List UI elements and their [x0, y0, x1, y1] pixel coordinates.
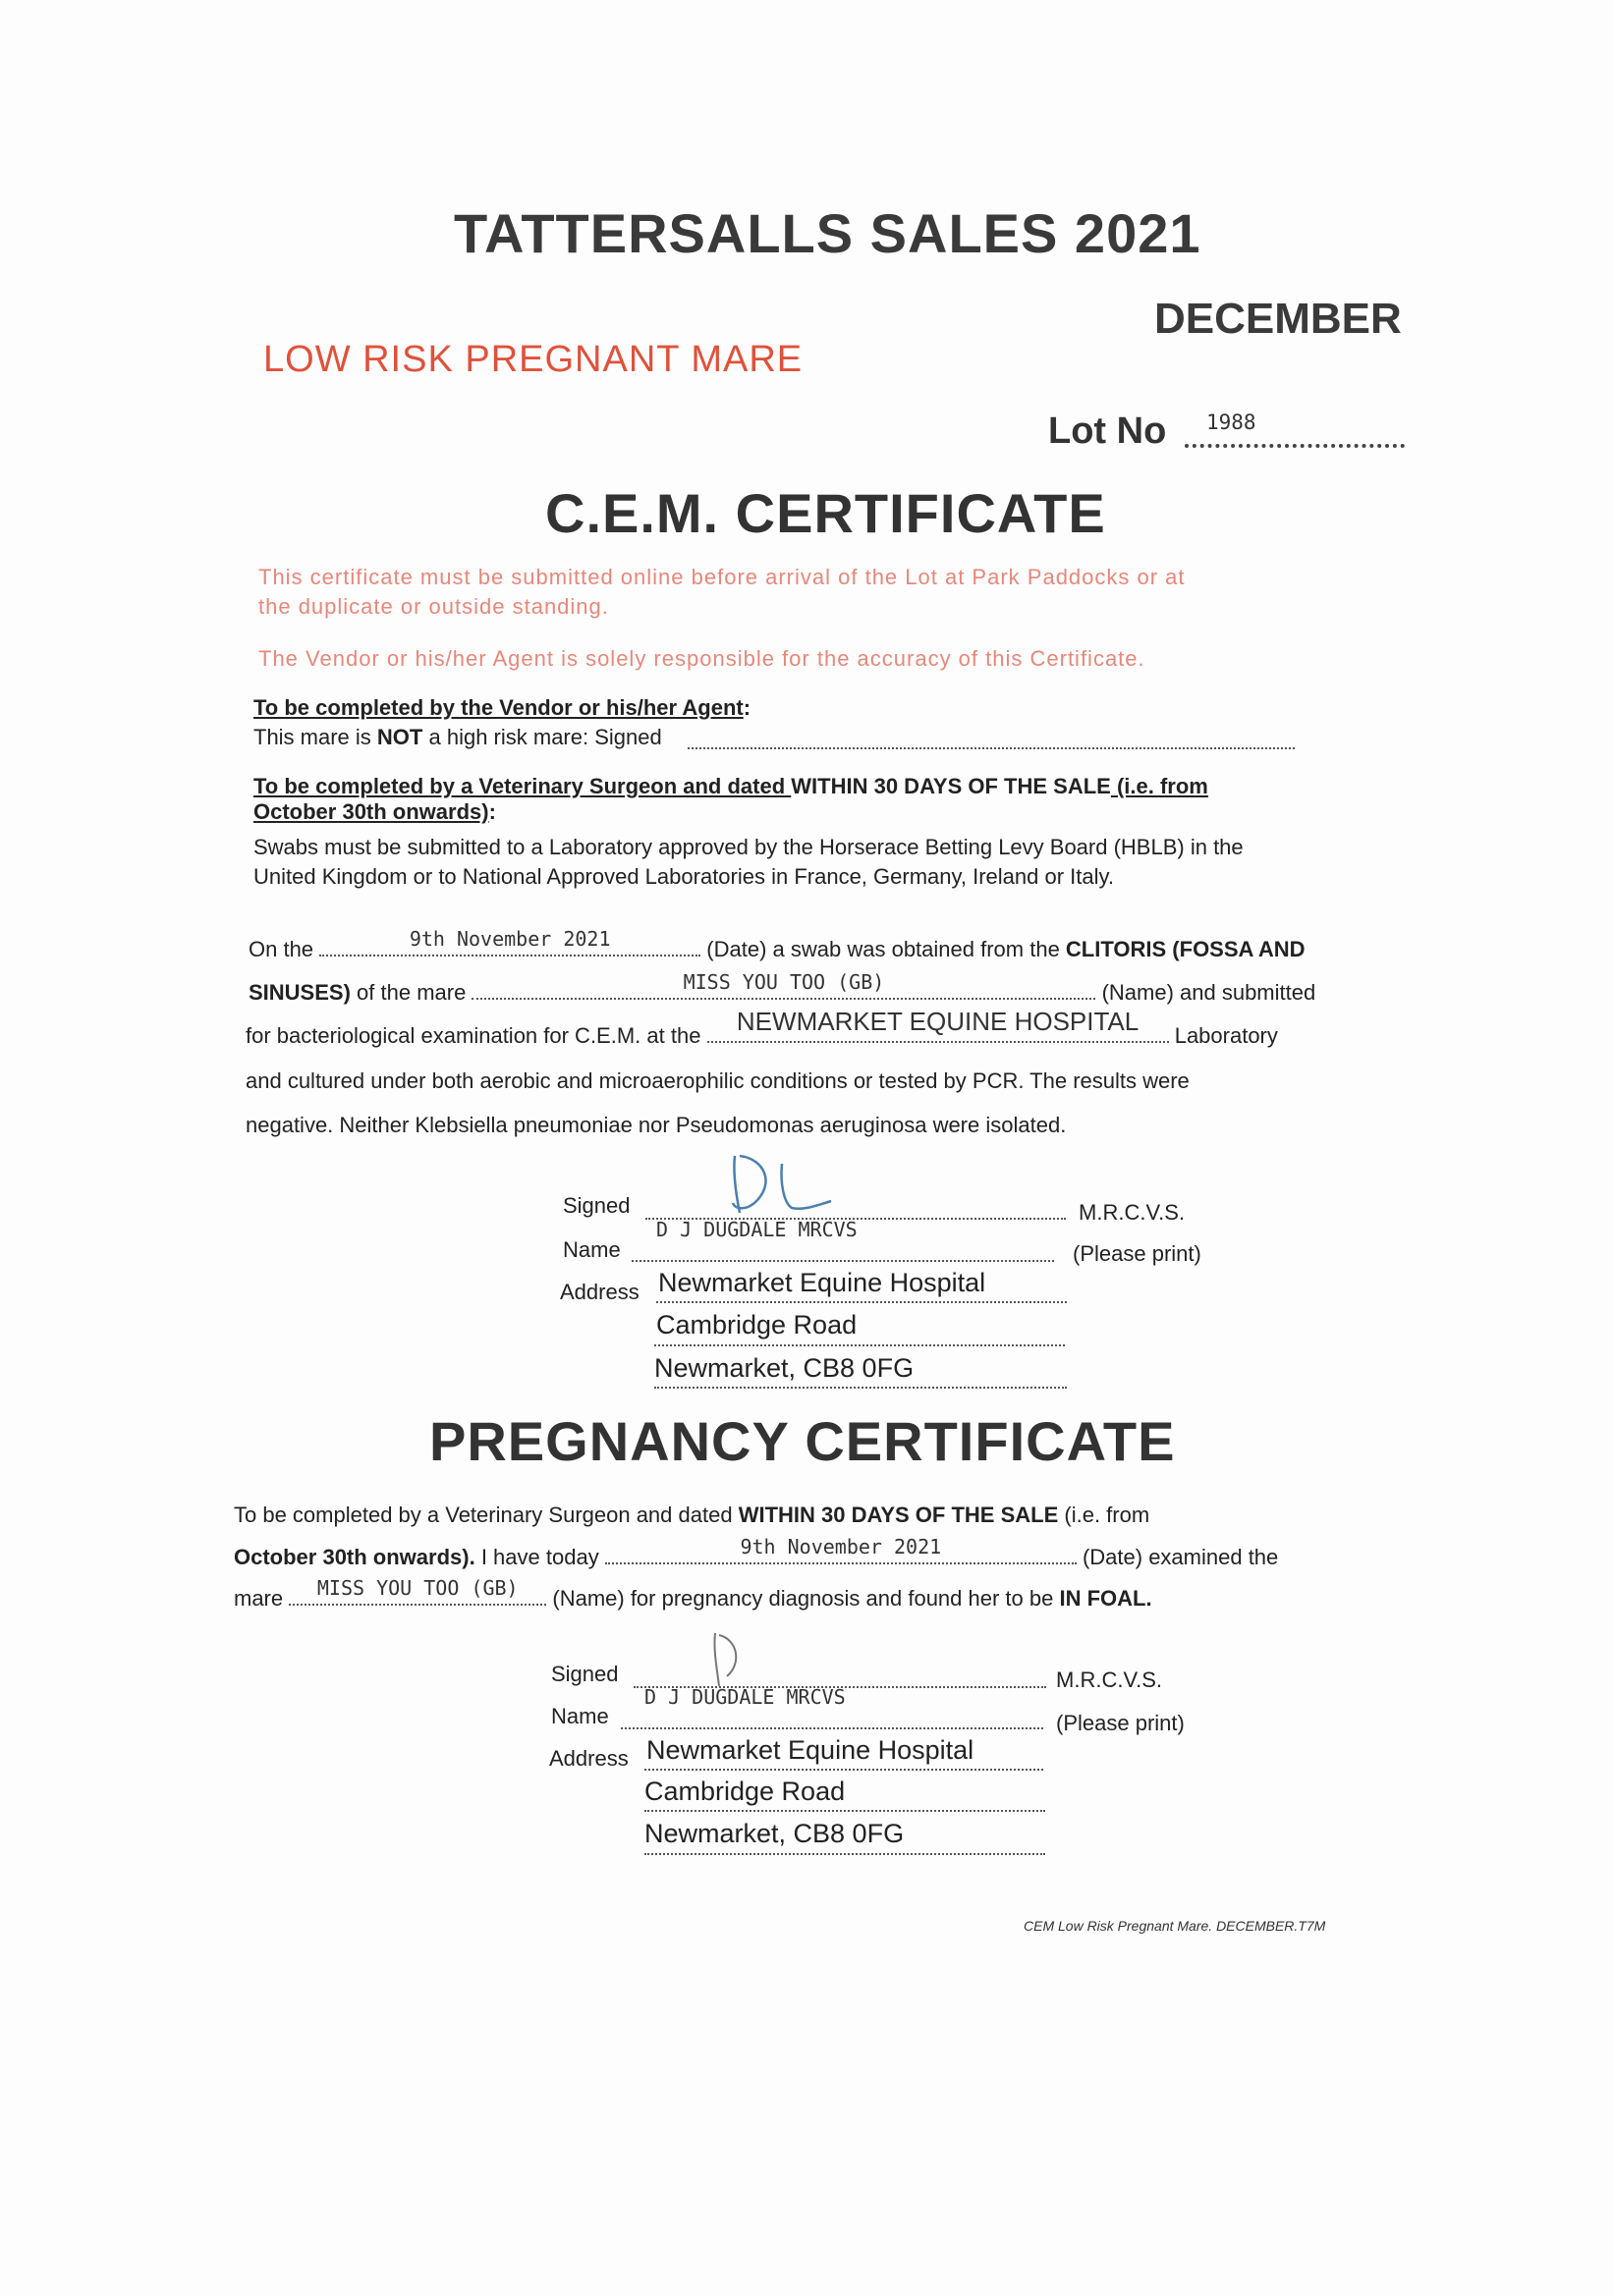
- cem-certificate-title: C.E.M. CERTIFICATE: [545, 482, 1106, 544]
- pregnancy-line3: mare MISS YOU TOO (GB) (Name) for pregnancy diagnosis and found her to be IN FOAL.: [234, 1576, 1152, 1611]
- pregnancy-line2: October 30th onwards). I have today 9th November 2021 (Date) examined the: [234, 1535, 1279, 1569]
- cem-address-line3: Newmarket, CB8 0FG: [654, 1353, 915, 1383]
- cem-address-field2[interactable]: [654, 1344, 1065, 1346]
- vet-heading: To be completed by a Veterinary Surgeon and dated WITHIN 30 DAYS OF THE SALE (i.e. from: [253, 774, 1208, 798]
- cultured-text: and cultured under both aerobic and microaerophilic conditions or tested by PCR. The results were: [246, 1068, 1190, 1093]
- preg-mrcvs-label: M.R.C.V.S.: [1056, 1667, 1162, 1692]
- pregnancy-date-field[interactable]: 9th November 2021: [605, 1545, 1077, 1564]
- cem-mrcvs-label: M.R.C.V.S.: [1079, 1200, 1185, 1225]
- preg-signed-label: Signed: [551, 1662, 619, 1686]
- swabs-text-line1: Swabs must be submitted to a Laboratory approved by the Horserace Betting Levy Board (HBLB) in the: [253, 835, 1244, 859]
- mare-name-field[interactable]: MISS YOU TOO (GB): [472, 980, 1095, 1000]
- vet-heading-cont: October 30th onwards):: [253, 799, 496, 824]
- preg-address-field3[interactable]: [644, 1853, 1045, 1855]
- pregnancy-certificate-title: PREGNANCY CERTIFICATE: [429, 1410, 1176, 1472]
- preg-address-line2: Cambridge Road: [644, 1777, 846, 1806]
- preg-vet-name: D J DUGDALE MRCVS: [644, 1685, 846, 1709]
- preg-address-field2[interactable]: [644, 1810, 1045, 1812]
- vendor-heading: To be completed by the Vendor or his/her Agent:: [253, 695, 751, 720]
- cem-address-field1[interactable]: [656, 1301, 1067, 1303]
- cem-address-field3[interactable]: [654, 1387, 1067, 1389]
- swabs-text-line2: United Kingdom or to National Approved Laboratories in France, Germany, Ireland or Italy.: [253, 864, 1114, 889]
- cem-address-label: Address: [560, 1280, 640, 1304]
- vendor-signature-field[interactable]: [688, 747, 1295, 749]
- submission-notice-line2: the duplicate or outside standing.: [258, 594, 609, 619]
- lot-number: 1988: [1206, 410, 1256, 434]
- lot-number-field[interactable]: [1185, 444, 1405, 448]
- cem-vet-name-field[interactable]: [632, 1260, 1054, 1262]
- preg-address-line3: Newmarket, CB8 0FG: [644, 1819, 905, 1848]
- cem-name-label: Name: [563, 1237, 621, 1262]
- responsibility-notice: The Vendor or his/her Agent is solely responsible for the accuracy of this Certificate.: [258, 646, 1145, 671]
- preg-vet-signature: [697, 1625, 756, 1694]
- vendor-declaration: This mare is NOT a high risk mare: Signed: [253, 725, 662, 749]
- cem-vet-signature: [715, 1144, 843, 1223]
- preg-name-label: Name: [551, 1704, 609, 1728]
- submission-notice-line1: This certificate must be submitted online before arrival of the Lot at Park Paddocks or at: [258, 565, 1186, 589]
- cem-address-line1: Newmarket Equine Hospital: [658, 1268, 986, 1297]
- cem-please-print: (Please print): [1073, 1241, 1201, 1266]
- certificate-category: LOW RISK PREGNANT MARE: [263, 339, 804, 380]
- main-title: TATTERSALLS SALES 2021: [454, 202, 1201, 264]
- preg-address-line1: Newmarket Equine Hospital: [646, 1735, 974, 1765]
- preg-vet-name-field[interactable]: [621, 1727, 1043, 1729]
- pregnancy-line1: To be completed by a Veterinary Surgeon and dated WITHIN 30 DAYS OF THE SALE (i.e. from: [234, 1503, 1150, 1527]
- preg-address-field1[interactable]: [644, 1769, 1043, 1771]
- swab-date-line: On the 9th November 2021 (Date) a swab was obtained from the CLITORIS (FOSSA AND: [249, 927, 1306, 961]
- swab-date-field[interactable]: 9th November 2021: [319, 937, 700, 957]
- lab-line: for bacteriological examination for C.E.M. at the NEWMARKET EQUINE HOSPITAL Laboratory: [246, 1007, 1278, 1048]
- form-code: CEM Low Risk Pregnant Mare. DECEMBER.T7M: [1024, 1918, 1326, 1934]
- cem-vet-name: D J DUGDALE MRCVS: [656, 1218, 858, 1241]
- negative-result-text: negative. Neither Klebsiella pneumoniae nor Pseudomonas aeruginosa were isolated.: [246, 1113, 1067, 1137]
- laboratory-field[interactable]: NEWMARKET EQUINE HOSPITAL: [707, 1023, 1169, 1043]
- pregnancy-mare-name-field[interactable]: MISS YOU TOO (GB): [289, 1586, 546, 1606]
- sale-month: DECEMBER: [1154, 295, 1402, 343]
- swab-mare-line: SINUSES) of the mare MISS YOU TOO (GB) (Name) and submitted: [249, 970, 1316, 1005]
- cem-signed-label: Signed: [563, 1193, 631, 1218]
- cem-address-line2: Cambridge Road: [656, 1310, 858, 1339]
- preg-please-print: (Please print): [1056, 1711, 1185, 1735]
- lot-label: Lot No: [1048, 410, 1167, 452]
- preg-address-label: Address: [549, 1746, 629, 1771]
